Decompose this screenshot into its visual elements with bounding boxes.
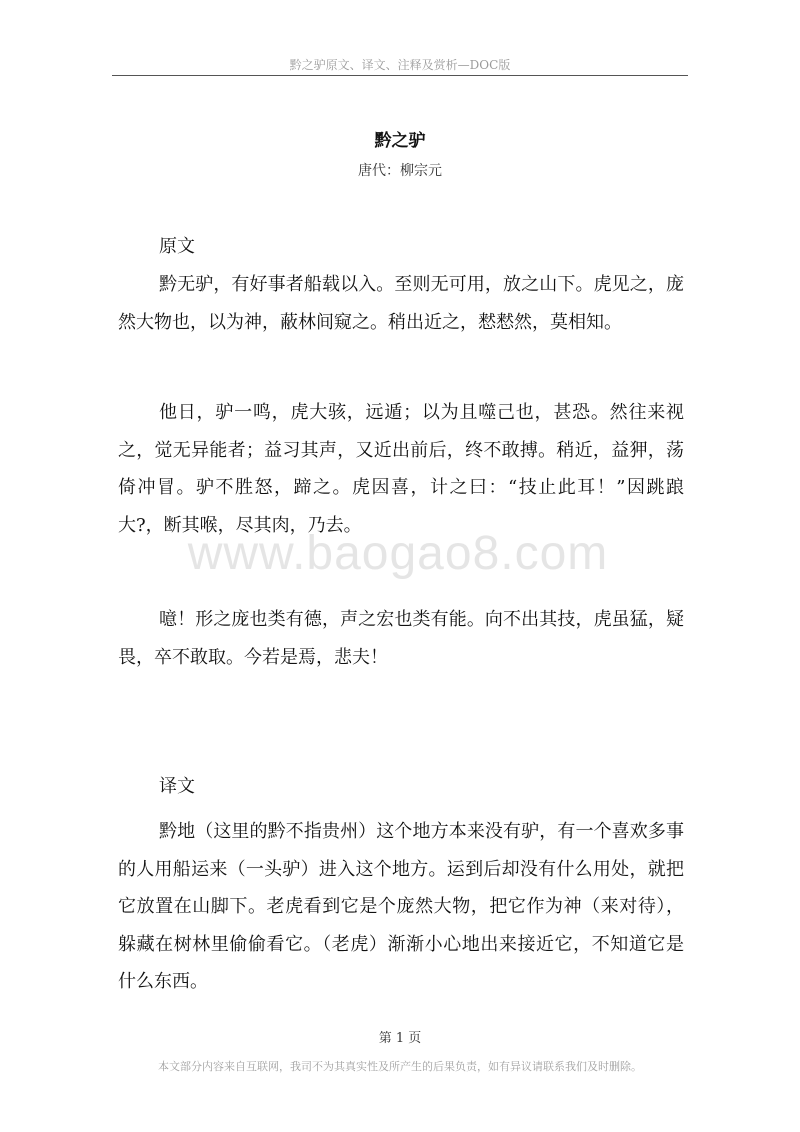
translation-section-heading-block <box>118 768 684 806</box>
original-paragraph: 他日，驴一鸣，虎大骇，远遁；以为且噬己也，甚恐。然往来视之，觉无异能者；益习其声，又近出前后，终不敢搏。稍近，益狎，荡倚冲冒。驴不胜怒，蹄之。虎因喜，计之曰：“技止此耳！”因跳踉大?，断其喉，尽其肉，乃去。 <box>118 402 684 536</box>
watermark-text: www.baogao8.com <box>187 527 609 580</box>
original-paragraph: 噫！形之庞也类有德，声之宏也类有能。向不出其技，虎虽猛，疑畏，卒不敢取。今若是焉，悲夫！ <box>118 609 684 668</box>
original-paragraph: 黔无驴，有好事者船载以入。至则无可用，放之山下。虎见之，庞然大物也，以为神，蔽林间窥之。稍出近之，慭慭然，莫相知。 <box>118 274 684 333</box>
original-section-heading: 原文 <box>159 236 195 257</box>
translation-section-heading: 译文 <box>159 776 195 797</box>
original-section-heading-block <box>118 228 684 266</box>
original-paragraph-3-block <box>118 601 684 676</box>
page-number: 第 1 页 <box>378 1031 422 1046</box>
header-divider <box>112 75 688 76</box>
page-header: 黔之驴原文、译文、注释及赏析—DOC版 <box>289 58 511 72</box>
document-author: 唐代：柳宗元 <box>358 163 442 179</box>
translation-paragraph-1-block <box>118 813 684 1001</box>
footer-disclaimer: 本文部分内容来自互联网，我司不为其真实性及所产生的后果负责，如有异议请联系我们及时删除。 <box>158 1060 642 1073</box>
translation-paragraph: 黔地（这里的黔不指贵州）这个地方本来没有驴，有一个喜欢多事的人用船运来（一头驴）进入这个地方。运到后却没有什么用处，就把它放置在山脚下。老虎看到它是个庞然大物，把它作为神（来对待），躲藏在树林里偷偷看它。（老虎）渐渐小心地出来接近它，不知道它是什么东西。 <box>118 821 684 992</box>
document-title: 黔之驴 <box>374 131 426 151</box>
original-paragraph-1-block <box>118 266 684 341</box>
original-paragraph-2-block <box>118 394 684 544</box>
